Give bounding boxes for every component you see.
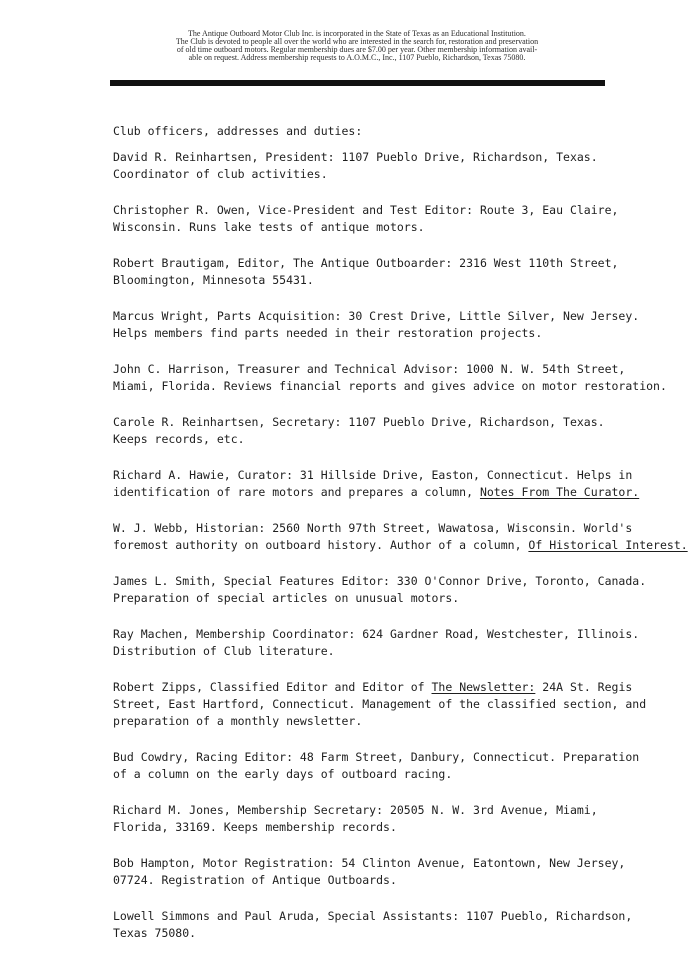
officer-entry-secretary — [113, 414, 673, 448]
officer-entry-racing-editor — [113, 749, 673, 783]
officer-entry-special-assistants — [113, 908, 673, 942]
officer-entry-curator — [113, 467, 673, 501]
officer-entry-parts-acquisition — [113, 308, 673, 342]
column-title: Of Historical Interest. — [528, 538, 688, 552]
entry-line: Bob Hampton, Motor Registration: 54 Clinton Avenue, Eatontown, New Jersey, — [113, 856, 626, 870]
entry-line — [113, 679, 673, 696]
officer-entry-motor-registration — [113, 855, 673, 889]
entry-text: 24A St. Regis — [535, 680, 633, 694]
club-notice-line: The Antique Outboard Motor Club Inc. is incorporated in the State of Texas as an Educational Institution. — [188, 29, 526, 38]
entry-line: Carole R. Reinhartsen, Secretary: 1107 Pueblo Drive, Richardson, Texas. — [113, 415, 605, 429]
club-notice-line: of old time outboard motors. Regular membership dues are $7.00 per year. Other membership information avail- — [176, 45, 538, 54]
officer-entry-membership-secretary — [113, 802, 673, 836]
officer-entry-treasurer — [113, 361, 673, 395]
entry-line: Texas 75080. — [113, 926, 197, 940]
entry-line: Bloomington, Minnesota 55431. — [113, 273, 314, 287]
entry-line: Robert Brautigam, Editor, The Antique Outboarder: 2316 West 110th Street, — [113, 256, 619, 270]
entry-line: Richard A. Hawie, Curator: 31 Hillside Drive, Easton, Connecticut. Helps in — [113, 468, 633, 482]
column-title: Notes From The Curator. — [479, 485, 640, 499]
entry-line: Ray Machen, Membership Coordinator: 624 Gardner Road, Westchester, Illinois. — [113, 627, 640, 641]
entry-line: Marcus Wright, Parts Acquisition: 30 Crest Drive, Little Silver, New Jersey. — [113, 309, 640, 323]
entry-line: James L. Smith, Special Features Editor: 330 O'Connor Drive, Toronto, Canada. — [113, 574, 647, 588]
entry-text: Robert Zipps, Classified Editor and Editor of — [113, 680, 432, 694]
entry-line: Distribution of Club literature. — [113, 644, 335, 658]
entry-line — [113, 537, 688, 554]
entry-line: David R. Reinhartsen, President: 1107 Pueblo Drive, Richardson, Texas. — [113, 150, 598, 164]
club-notice-line: The Club is devoted to people all over the world who are interested in the search for, restoration and preservation — [175, 37, 539, 46]
entry-line: Florida, 33169. Keeps membership records. — [113, 820, 397, 834]
newsletter-title: The Newsletter: — [431, 680, 536, 694]
entry-line: Keeps records, etc. — [113, 432, 245, 446]
entry-line: 07724. Registration of Antique Outboards. — [113, 873, 397, 887]
entry-line: Helps members find parts needed in their restoration projects. — [113, 326, 543, 340]
officer-entry-historian — [113, 520, 688, 554]
header-divider — [110, 80, 605, 86]
entry-line: Bud Cowdry, Racing Editor: 48 Farm Street, Danbury, Connecticut. Preparation — [113, 750, 640, 764]
officer-entry-membership-coordinator — [113, 626, 673, 660]
entry-line: preparation of a monthly newsletter. — [113, 714, 363, 728]
entry-line: Christopher R. Owen, Vice-President and Test Editor: Route 3, Eau Claire, — [113, 203, 619, 217]
entry-line: Wisconsin. Runs lake tests of antique motors. — [113, 220, 425, 234]
entry-text: foremost authority on outboard history. Author of a column, — [113, 538, 529, 552]
officer-entry-classified-editor — [113, 679, 673, 730]
entry-line: Street, East Hartford, Connecticut. Management of the classified section, and — [113, 697, 647, 711]
officer-entry-president — [113, 149, 673, 183]
club-notice-line: able on request. Address membership requests to A.O.M.C., Inc., 1107 Pueblo, Richardson, Texas 75080. — [188, 53, 526, 62]
officer-entry-vice-president — [113, 202, 673, 236]
entry-line: Preparation of special articles on unusual motors. — [113, 591, 460, 605]
entry-line: Lowell Simmons and Paul Aruda, Special Assistants: 1107 Pueblo, Richardson, — [113, 909, 633, 923]
entry-text: identification of rare motors and prepares a column, — [113, 485, 480, 499]
entry-line: W. J. Webb, Historian: 2560 North 97th Street, Wawatosa, Wisconsin. World's — [113, 521, 633, 535]
officer-entry-special-features-editor — [113, 573, 673, 607]
club-notice — [112, 30, 602, 62]
officer-list — [113, 149, 688, 961]
entry-line: Richard M. Jones, Membership Secretary: 20505 N. W. 3rd Avenue, Miami, — [113, 803, 598, 817]
officer-entry-editor — [113, 255, 673, 289]
section-heading: Club officers, addresses and duties: — [113, 124, 363, 138]
entry-line: Miami, Florida. Reviews financial reports and gives advice on motor restoration. — [113, 379, 667, 393]
entry-line: John C. Harrison, Treasurer and Technical Advisor: 1000 N. W. 54th Street, — [113, 362, 626, 376]
entry-line: Coordinator of club activities. — [113, 167, 328, 181]
entry-line — [113, 484, 673, 501]
entry-line: of a column on the early days of outboard racing. — [113, 767, 453, 781]
